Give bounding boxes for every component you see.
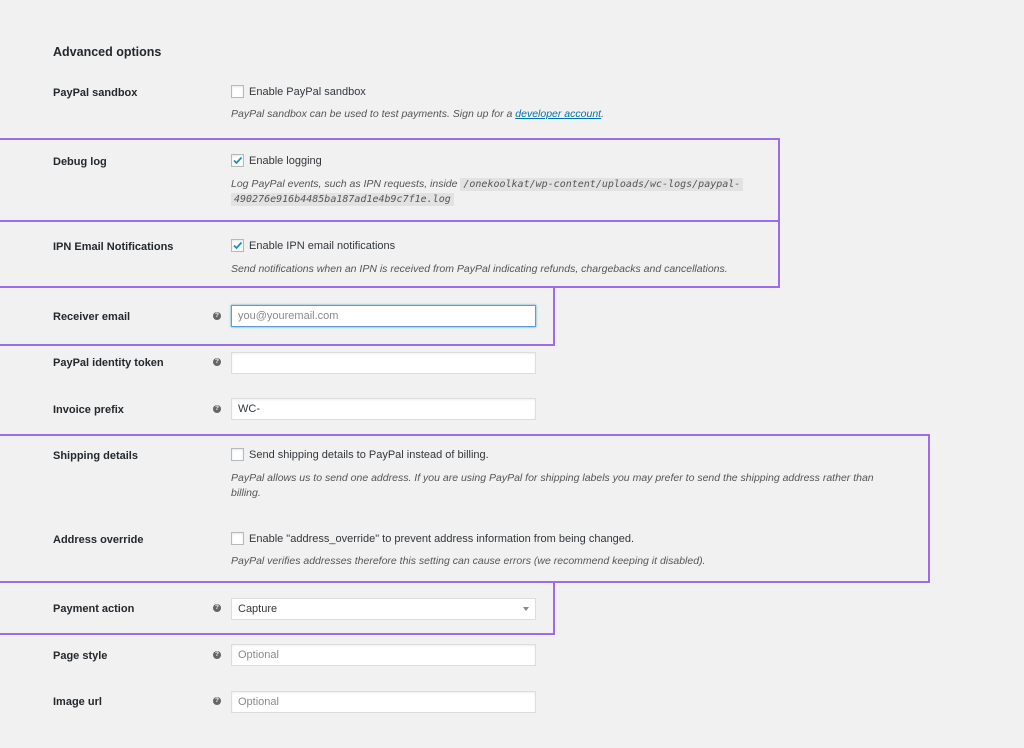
sandbox-label: PayPal sandbox [53,87,138,99]
sandbox-desc-text: PayPal sandbox can be used to test payments. Sign up for a [231,108,516,120]
sandbox-desc-suffix: . [601,108,604,120]
ipn-label: IPN Email Notifications [53,241,174,253]
help-icon[interactable]: ? [213,604,221,612]
address-override-label: Address override [53,534,144,546]
invoice-prefix-input[interactable] [231,398,536,420]
highlight-ipn [0,220,780,288]
help-icon[interactable]: ? [213,651,221,659]
log-path-line2: 490276e916b4485ba187ad1e4b9c7f1e.log [231,193,454,206]
shipping-details-checkbox-label[interactable]: Send shipping details to PayPal instead of billing. [249,449,489,461]
highlight-payment-action [0,581,555,635]
debug-log-label: Debug log [53,156,107,168]
ipn-description: Send notifications when an IPN is received from PayPal indicating refunds, chargebacks and cancellations. [231,263,728,275]
address-override-description: PayPal verifies addresses therefore this setting can cause errors (we recommend keeping it disabled). [231,555,706,567]
address-override-checkbox-label[interactable]: Enable "address_override" to prevent address information from being changed. [249,533,635,545]
sandbox-checkbox-label[interactable]: Enable PayPal sandbox [249,86,366,98]
shipping-details-label: Shipping details [53,450,138,462]
page-style-label: Page style [53,650,108,662]
log-path-line1: /onekoolkat/wp-content/uploads/wc-logs/paypal- [460,178,743,191]
help-icon[interactable]: ? [213,405,221,413]
sandbox-description [231,107,604,122]
section-title: Advanced options [53,45,162,59]
shipping-desc-line1: PayPal allows us to send one address. If you are using PayPal for shipping labels you may prefer to send the shipping address rather than [231,472,874,484]
identity-token-input[interactable] [231,352,536,374]
help-icon[interactable]: ? [213,697,221,705]
ipn-checkbox-label[interactable]: Enable IPN email notifications [249,240,396,252]
debug-log-checkbox-label[interactable]: Enable logging [249,155,322,167]
payment-action-selected: Capture [238,603,278,615]
shipping-desc-line2: billing. [231,487,261,499]
help-icon[interactable]: ? [213,358,221,366]
debug-desc-text: Log PayPal events, such as IPN requests, inside [231,178,461,190]
image-url-label: Image url [53,696,102,708]
help-icon[interactable]: ? [213,312,221,320]
identity-token-label: PayPal identity token [53,357,164,369]
receiver-email-label: Receiver email [53,311,131,323]
highlight-shipping-address [0,434,930,583]
highlight-receiver-email [0,286,555,346]
page-style-input[interactable] [231,644,536,666]
payment-action-label: Payment action [53,603,135,615]
developer-account-link[interactable]: developer account [515,108,602,120]
highlight-debug-log [0,138,780,222]
invoice-prefix-label: Invoice prefix [53,404,124,416]
sandbox-checkbox[interactable] [231,85,244,98]
image-url-input[interactable] [231,691,536,713]
